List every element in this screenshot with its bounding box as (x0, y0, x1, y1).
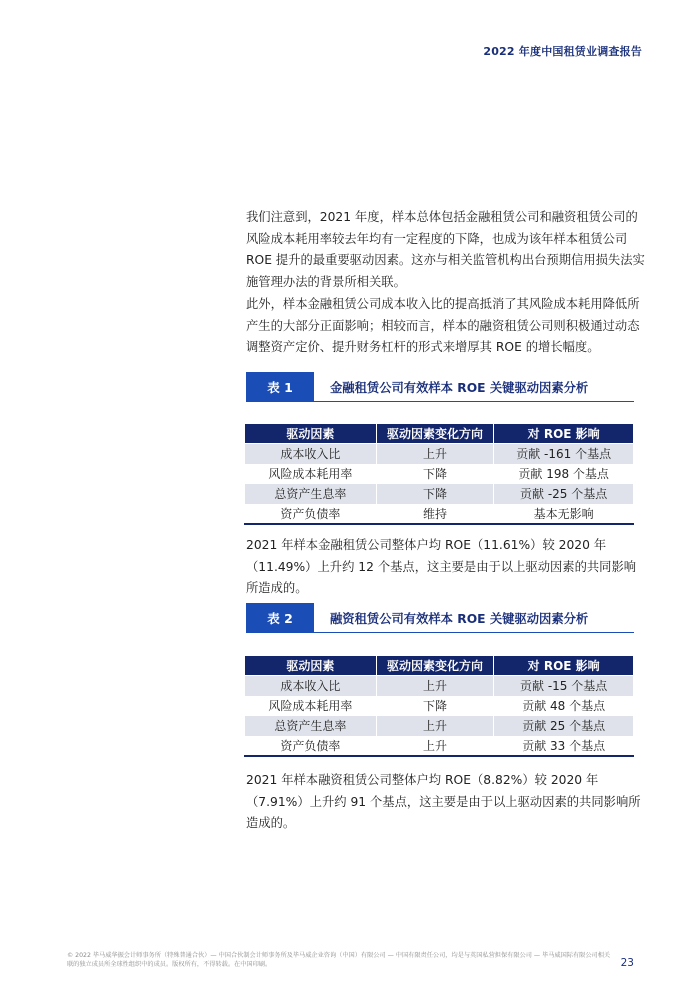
table-row (245, 716, 634, 736)
table-cell: 贡献 33 个基点 (494, 736, 634, 756)
report-title: 2022 年度中国租赁业调查报告 (483, 45, 642, 58)
table-cell: 风险成本耗用率 (245, 696, 377, 716)
table-cell: 上升 (376, 444, 494, 464)
page-number: 23 (620, 957, 634, 969)
table-cell: 贡献 198 个基点 (494, 464, 634, 484)
column-header-driver: 驱动因素 (245, 424, 377, 444)
table-row (245, 696, 634, 716)
column-header-direction: 驱动因素变化方向 (376, 424, 494, 444)
table-cell: 资产负债率 (245, 736, 377, 756)
table-cell: 贡献 -15 个基点 (494, 676, 634, 696)
column-header-impact: 对 ROE 影响 (494, 656, 634, 676)
table1-label (246, 372, 634, 402)
table2-badge: 表 2 (246, 603, 314, 633)
table-cell: 总资产生息率 (245, 716, 377, 736)
column-header-driver: 驱动因素 (245, 656, 377, 676)
table-header-row (245, 424, 634, 444)
table1-caption: 金融租赁公司有效样本 ROE 关键驱动因素分析 (330, 381, 589, 395)
table-cell: 下降 (376, 464, 494, 484)
table-row (245, 676, 634, 696)
table-row (245, 484, 634, 504)
footer-copyright: © 2022 毕马威华振会计师事务所（特殊普通合伙）— 中国合伙制会计师事务所及毕马威企业咨询（中国）有限公司 — 中国有限责任公司，均是与英国私营担保有限公司 — 毕马威国际有限公司相关联的独立成员所全球性组织中的成员。版权所有，不得转载。在中国印刷。 (67, 952, 611, 968)
table-cell: 资产负债率 (245, 504, 377, 524)
table-row (245, 444, 634, 464)
column-header-direction: 驱动因素变化方向 (376, 656, 494, 676)
table-cell: 贡献 48 个基点 (494, 696, 634, 716)
table-row (245, 504, 634, 524)
paragraph-intro: 我们注意到，2021 年度，样本总体包括金融租赁公司和融资租赁公司的风险成本耗用率较去年均有一定程度的下降，也成为该年样本租赁公司 ROE 提升的最重要驱动因素。这亦与相关监管机构出台预期信用损失法实施管理办法的背景所相关联。 (246, 210, 645, 289)
paragraph-table2-summary: 2021 年样本融资租赁公司整体户均 ROE（8.82%）较 2020 年（7.91%）上升约 91 个基点，这主要是由于以上驱动因素的共同影响所造成的。 (246, 773, 641, 830)
paragraph-table1-summary: 2021 年样本金融租赁公司整体户均 ROE（11.61%）较 2020 年（11.49%）上升约 12 个基点，这主要是由于以上驱动因素的共同影响所造成的。 (246, 538, 637, 595)
table-cell: 上升 (376, 716, 494, 736)
table-cell: 下降 (376, 484, 494, 504)
table-cell: 基本无影响 (494, 504, 634, 524)
table-cell: 风险成本耗用率 (245, 464, 377, 484)
paragraph-comparison: 此外，样本金融租赁公司成本收入比的提高抵消了其风险成本耗用降低所产生的大部分正面影响；相较而言，样本的融资租赁公司则积极通过动态调整资产定价、提升财务杠杆的形式来增厚其 ROE 的增长幅度。 (246, 297, 640, 354)
table-cell: 上升 (376, 736, 494, 756)
table-cell: 贡献 -25 个基点 (494, 484, 634, 504)
table-cell: 上升 (376, 676, 494, 696)
table2 (244, 655, 634, 757)
table-cell: 贡献 -161 个基点 (494, 444, 634, 464)
table-cell: 成本收入比 (245, 444, 377, 464)
column-header-impact: 对 ROE 影响 (494, 424, 634, 444)
table-cell: 贡献 25 个基点 (494, 716, 634, 736)
table-cell: 维持 (376, 504, 494, 524)
table-header-row (245, 656, 634, 676)
table1-badge: 表 1 (246, 372, 314, 402)
table-cell: 成本收入比 (245, 676, 377, 696)
table-cell: 下降 (376, 696, 494, 716)
table2-label (246, 603, 634, 633)
table-cell: 总资产生息率 (245, 484, 377, 504)
table1 (244, 423, 634, 525)
table-row (245, 464, 634, 484)
table-row (245, 736, 634, 756)
table2-caption: 融资租赁公司有效样本 ROE 关键驱动因素分析 (330, 612, 589, 626)
